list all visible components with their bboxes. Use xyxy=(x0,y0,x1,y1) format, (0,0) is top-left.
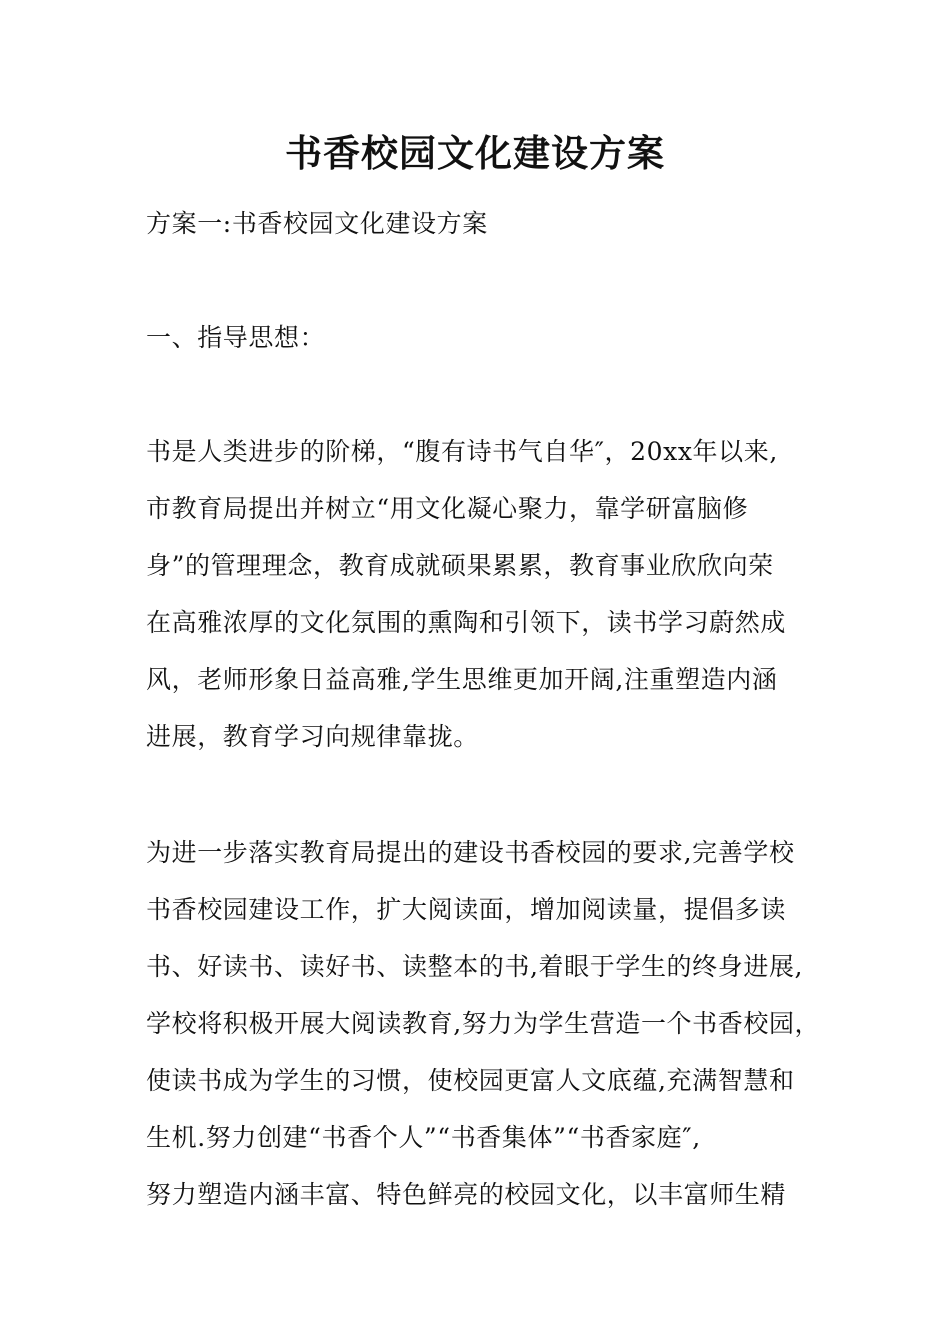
paragraph-line: 书是人类进步的阶梯，“腹有诗书气自华″，20xx年以来, xyxy=(146,437,778,466)
document-subtitle: 方案一:书香校园文化建设方案 xyxy=(146,209,488,238)
paragraph-line: 进展，教育学习向规律靠拢。 xyxy=(146,722,479,751)
paragraph-line: 市教育局提出并树立“用文化凝心聚力，靠学研富脑修 xyxy=(146,494,749,523)
paragraph-line: 在高雅浓厚的文化氛围的熏陶和引领下，读书学习蔚然成 xyxy=(146,608,787,637)
paragraph-line: 书香校园建设工作，扩大阅读面，增加阅读量，提倡多读 xyxy=(146,895,787,924)
document-title: 书香校园文化建设方案 xyxy=(285,131,665,175)
paragraph-line: 为进一步落实教育局提出的建设书香校园的要求,完善学校 xyxy=(146,838,795,867)
paragraph-line: 风，老师形象日益高雅,学生思维更加开阔,注重塑造内涵 xyxy=(146,665,778,694)
paragraph-line: 努力塑造内涵丰富、特色鲜亮的校园文化，以丰富师生精 xyxy=(146,1180,787,1209)
paragraph-line: 书、好读书、读好书、读整本的书,着眼于学生的终身进展, xyxy=(146,952,804,981)
paragraph-line: 使读书成为学生的习惯，使校园更富人文底蕴,充满智慧和 xyxy=(146,1066,795,1095)
paragraph-line: 身”的管理理念，教育成就硕果累累，教育事业欣欣向荣 xyxy=(146,551,774,580)
paragraph-line: 学校将积极开展大阅读教育,努力为学生营造一个书香校园， xyxy=(146,1009,821,1038)
paragraph-line: 生机.努力创建“书香个人”“书香集体”“书香家庭″, xyxy=(146,1123,701,1152)
section-heading: 一、指导思想： xyxy=(146,323,326,352)
